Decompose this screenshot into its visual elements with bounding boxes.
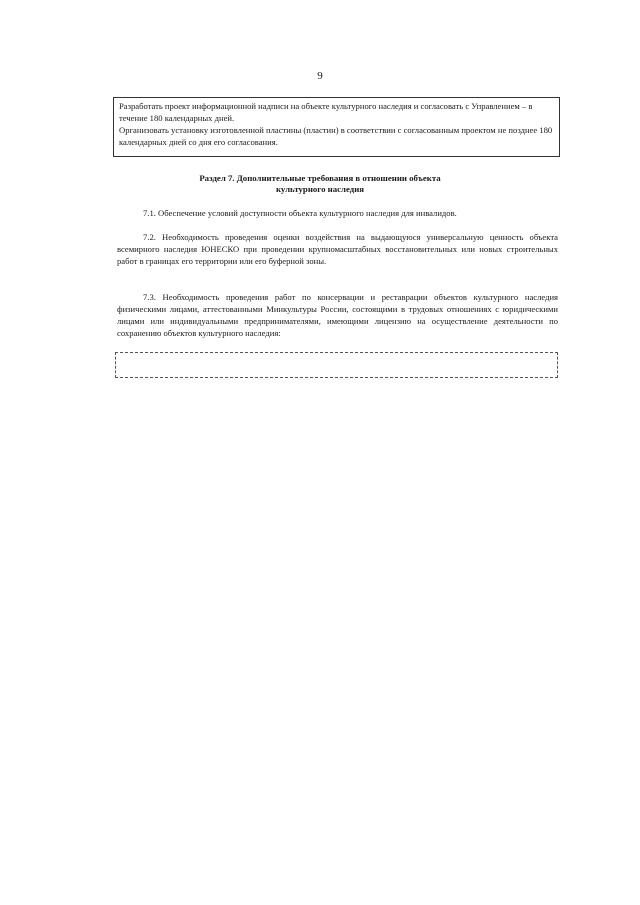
paragraph-7-3: 7.3. Необходимость проведения работ по консервации и реставрации объектов культурного наследия физическими лицами, аттестованными Минкультуры России, состоящими в трудовых отношениях с юридическими лицами или индивидуальными предпринимателями, имеющими лицензию на осуществление деятельности по сохранению объектов культурного наследия: — [117, 292, 558, 338]
section-title — [150, 173, 490, 195]
requirement-text-2: Организовать установку изготовленной пластины (пластин) в соответствии с согласованным проектом не позднее 180 календарных дней со дня его согласования. — [119, 125, 553, 147]
paragraph-7-2: 7.2. Необходимость проведения оценки воздействия на выдающуюся универсальную ценность объекта всемирного наследия ЮНЕСКО при проведении крупномасштабных восстановительных или новых строительных работ в границах его территории или его буферной зоны. — [117, 232, 558, 266]
section-title-line-1: Раздел 7. Дополнительные требования в отношении объекта — [199, 173, 441, 183]
requirements-box — [113, 97, 560, 157]
empty-box — [115, 352, 558, 378]
section-title-line-2: культурного наследия — [275, 184, 365, 194]
paragraph-7-1: 7.1. Обеспечение условий доступности объекта культурного наследия для инвалидов. — [143, 208, 457, 218]
page-number: 9 — [317, 70, 323, 82]
requirement-text-1: Разработать проект информационной надписи на объекте культурного наследия и согласовать с Управлением – в течение 180 календарных дней. — [119, 101, 533, 123]
